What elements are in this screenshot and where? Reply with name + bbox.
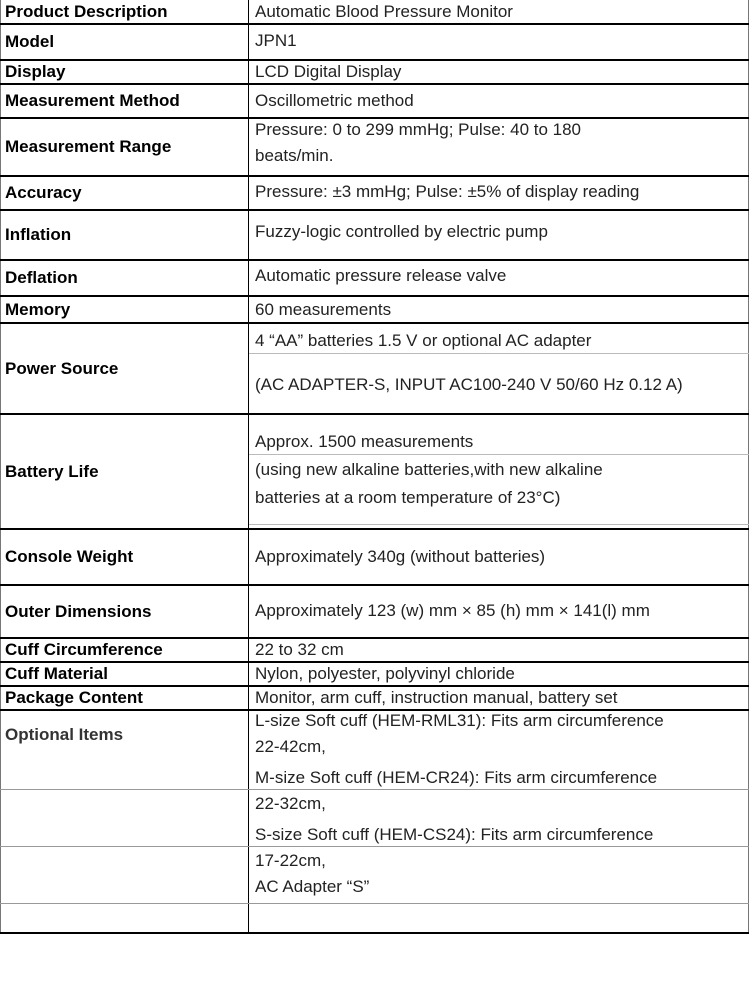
row-divider bbox=[0, 23, 749, 25]
row-label: Outer Dimensions bbox=[5, 601, 152, 621]
row-divider bbox=[0, 685, 749, 687]
value-line: Pressure: ±3 mmHg; Pulse: ±5% of display reading bbox=[255, 182, 640, 201]
row-divider bbox=[0, 584, 749, 586]
row-value bbox=[255, 529, 745, 585]
value-line: Approx. 1500 measurements bbox=[255, 432, 474, 451]
value-line: (AC ADAPTER-S, INPUT AC100-240 V 50/60 Hz 0.12 A) bbox=[255, 375, 683, 394]
value-line: L-size Soft cuff (HEM-RML31): Fits arm circumference bbox=[255, 711, 664, 730]
table-row bbox=[0, 414, 749, 529]
row-divider bbox=[0, 322, 749, 324]
row-label: Deflation bbox=[5, 268, 78, 287]
row-value bbox=[255, 84, 745, 118]
row-divider bbox=[0, 59, 749, 61]
row-label: Power Source bbox=[5, 358, 119, 378]
row-value bbox=[255, 60, 745, 84]
value-line: AC Adapter “S” bbox=[255, 877, 370, 896]
row-label: Display bbox=[5, 62, 66, 81]
row-divider bbox=[0, 903, 749, 904]
row-label: Product Description bbox=[5, 2, 168, 21]
table-row bbox=[0, 118, 749, 176]
table-border-bottom bbox=[0, 932, 749, 934]
row-value bbox=[255, 686, 745, 710]
table-row bbox=[0, 529, 749, 585]
row-value bbox=[255, 260, 745, 296]
value-line: 22-32cm, bbox=[255, 794, 326, 813]
row-label: Cuff Material bbox=[5, 664, 108, 683]
row-value bbox=[255, 118, 745, 176]
row-label: Measurement Method bbox=[5, 91, 180, 110]
table-border-right bbox=[748, 0, 749, 934]
row-divider bbox=[0, 637, 749, 639]
row-divider bbox=[0, 789, 749, 790]
value-line: beats/min. bbox=[255, 146, 334, 165]
value-line: 4 “AA” batteries 1.5 V or optional AC adapter bbox=[255, 331, 592, 350]
value-line: 22-42cm, bbox=[255, 737, 326, 756]
value-line: M-size Soft cuff (HEM-CR24): Fits arm circumference bbox=[255, 768, 658, 787]
row-value bbox=[255, 210, 745, 260]
row-label: Cuff Circumference bbox=[5, 640, 163, 659]
row-label: Inflation bbox=[5, 225, 72, 244]
row-label: Console Weight bbox=[5, 547, 134, 566]
table-row bbox=[0, 686, 749, 710]
row-label: Optional Items bbox=[5, 725, 124, 744]
row-label: Package Content bbox=[5, 688, 143, 707]
row-divider bbox=[0, 295, 749, 297]
row-divider bbox=[0, 175, 749, 177]
value-line: (using new alkaline batteries,with new alkaline bbox=[255, 460, 603, 479]
row-value bbox=[255, 296, 745, 323]
column-divider bbox=[248, 0, 249, 934]
value-line: Fuzzy-logic controlled by electric pump bbox=[255, 222, 548, 241]
row-divider bbox=[0, 117, 749, 119]
row-divider bbox=[0, 259, 749, 261]
row-value bbox=[255, 323, 745, 414]
row-value bbox=[255, 24, 745, 60]
value-line: Automatic Blood Pressure Monitor bbox=[255, 2, 513, 21]
row-value bbox=[255, 710, 745, 934]
table-row bbox=[0, 638, 749, 662]
row-label: Measurement Range bbox=[5, 137, 172, 156]
value-line: Pressure: 0 to 299 mmHg; Pulse: 40 to 180 bbox=[255, 120, 582, 139]
table-row bbox=[0, 296, 749, 323]
value-line: batteries at a room temperature of 23°C) bbox=[255, 488, 561, 507]
value-line: Automatic pressure release valve bbox=[255, 266, 507, 285]
row-divider bbox=[0, 846, 749, 847]
value-line: 22 to 32 cm bbox=[255, 640, 344, 659]
row-divider bbox=[0, 83, 749, 85]
table-row bbox=[0, 260, 749, 296]
value-line: Approximately 340g (without batteries) bbox=[255, 547, 546, 566]
table-row bbox=[0, 210, 749, 260]
value-line: Monitor, arm cuff, instruction manual, battery set bbox=[255, 688, 618, 707]
row-value bbox=[255, 585, 745, 638]
table-row bbox=[0, 84, 749, 118]
row-value bbox=[255, 0, 745, 24]
value-line: LCD Digital Display bbox=[255, 62, 402, 81]
row-divider bbox=[0, 528, 749, 530]
table-border-left bbox=[0, 0, 1, 934]
value-line: Oscillometric method bbox=[255, 91, 414, 110]
inner-divider bbox=[249, 454, 749, 455]
row-label: Model bbox=[5, 32, 55, 51]
table-row bbox=[0, 323, 749, 414]
row-label: Accuracy bbox=[5, 183, 82, 202]
table-row bbox=[0, 662, 749, 686]
row-divider bbox=[0, 209, 749, 211]
value-line: 17-22cm, bbox=[255, 851, 326, 870]
row-value bbox=[255, 638, 745, 662]
value-line: S-size Soft cuff (HEM-CS24): Fits arm circumference bbox=[255, 825, 654, 844]
value-line: 60 measurements bbox=[255, 300, 392, 319]
value-line: JPN1 bbox=[255, 31, 297, 50]
inner-divider bbox=[249, 524, 749, 525]
inner-divider bbox=[249, 353, 749, 354]
row-label: Battery Life bbox=[5, 461, 99, 481]
table-row bbox=[0, 710, 749, 934]
table-row bbox=[0, 585, 749, 638]
row-value bbox=[255, 176, 745, 210]
row-label: Memory bbox=[5, 299, 71, 319]
row-divider bbox=[0, 661, 749, 663]
value-line: Nylon, polyester, polyvinyl chloride bbox=[255, 664, 515, 683]
row-divider bbox=[0, 709, 749, 711]
table-row bbox=[0, 176, 749, 210]
row-value bbox=[255, 662, 745, 686]
table-row bbox=[0, 60, 749, 84]
table-row bbox=[0, 24, 749, 60]
value-line: Approximately 123 (w) mm × 85 (h) mm × 141(l) mm bbox=[255, 601, 650, 620]
row-value bbox=[255, 414, 745, 529]
table-row bbox=[0, 0, 749, 24]
row-divider bbox=[0, 413, 749, 415]
